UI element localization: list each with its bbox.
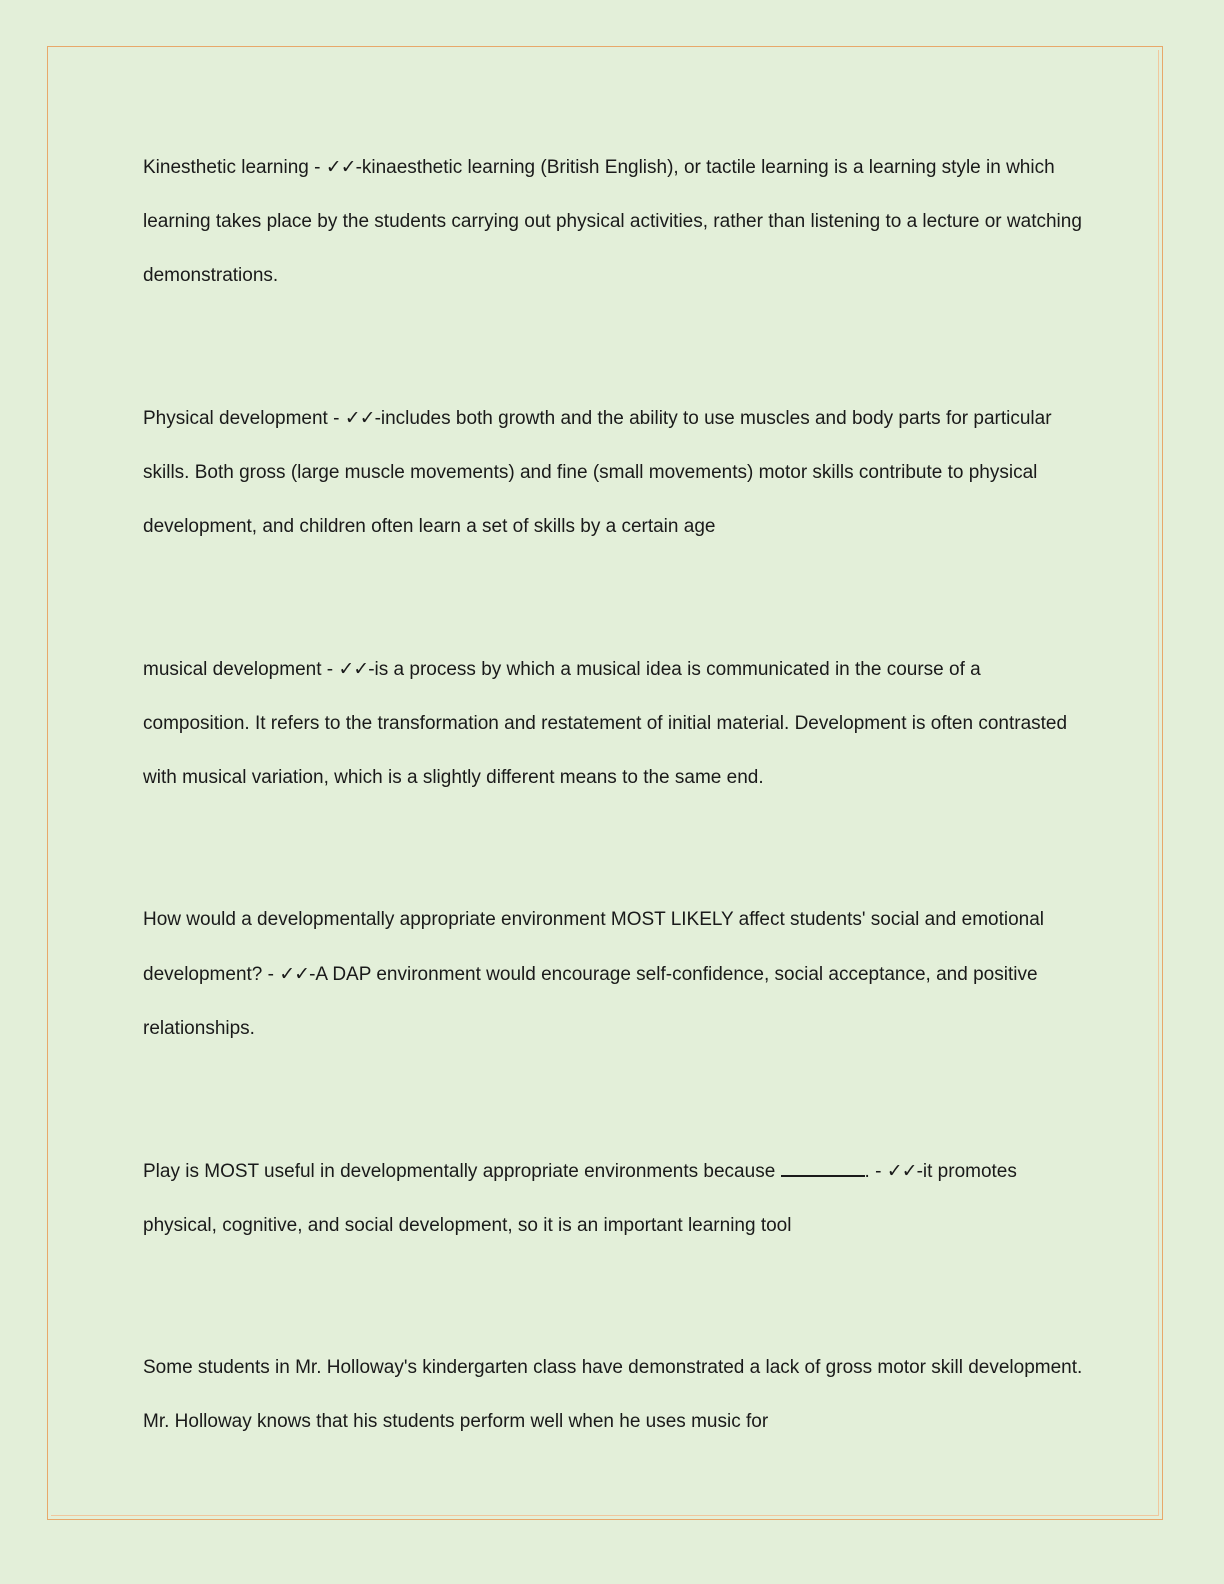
double-check-icon: ✓✓ (344, 407, 375, 429)
entry-separator: - (327, 408, 345, 429)
entry-text: Some students in Mr. Holloway's kindergarten class have demonstrated a lack of gross motor skill development. Mr. Holloway knows that his students perform well when he uses music for (143, 1357, 1083, 1432)
entry-separator: - (262, 964, 280, 985)
entry-definition: -includes both growth and the ability to use muscles and body parts for particular skills. Both gross (large muscle movements) and fine (small movements) motor skills contribute to physical development, and children often learn a set of skills by a certain age (143, 408, 1052, 537)
flashcard-entry (143, 140, 1083, 303)
fill-in-blank (781, 1157, 865, 1177)
double-check-icon: ✓✓ (338, 658, 369, 680)
document-body (143, 140, 1083, 1449)
entry-separator: - (869, 1161, 887, 1182)
flashcard-entry (143, 893, 1083, 1056)
flashcard-entry (143, 1144, 1083, 1253)
entry-separator: - (321, 659, 339, 680)
entry-definition: -kinaesthetic learning (British English), or tactile learning is a learning style in which learning takes place by the students carrying out physical activities, rather than listening to a lecture or watching demonstrations. (143, 157, 1082, 286)
entry-term: Kinesthetic learning (143, 157, 309, 178)
entry-definition: -A DAP environment would encourage self-confidence, social acceptance, and positive relationships. (143, 964, 1038, 1039)
flashcard-entry (143, 1341, 1083, 1449)
flashcard-entry (143, 391, 1083, 554)
entry-term: Physical development (143, 408, 328, 429)
entry-term: musical development (143, 659, 322, 680)
entry-term-end: . (864, 1161, 870, 1182)
entry-definition: -is a process by which a musical idea is communicated in the course of a composition. It refers to the transformation and restatement of initial material. Development is often contrasted with musical variation, which is a slightly different means to the same end. (143, 659, 1068, 788)
flashcard-entry (143, 642, 1083, 805)
entry-term: Play is MOST useful in developmentally appropriate environments because (143, 1161, 781, 1182)
double-check-icon: ✓✓ (886, 1160, 917, 1182)
entry-definition: -it promotes physical, cognitive, and social development, so it is an important learning tool (143, 1161, 1017, 1236)
entry-separator: - (308, 157, 326, 178)
double-check-icon: ✓✓ (279, 963, 310, 985)
entry-term: How would a developmentally appropriate environment MOST LIKELY affect students' social and emotional development? (143, 909, 1045, 985)
double-check-icon: ✓✓ (325, 156, 356, 178)
